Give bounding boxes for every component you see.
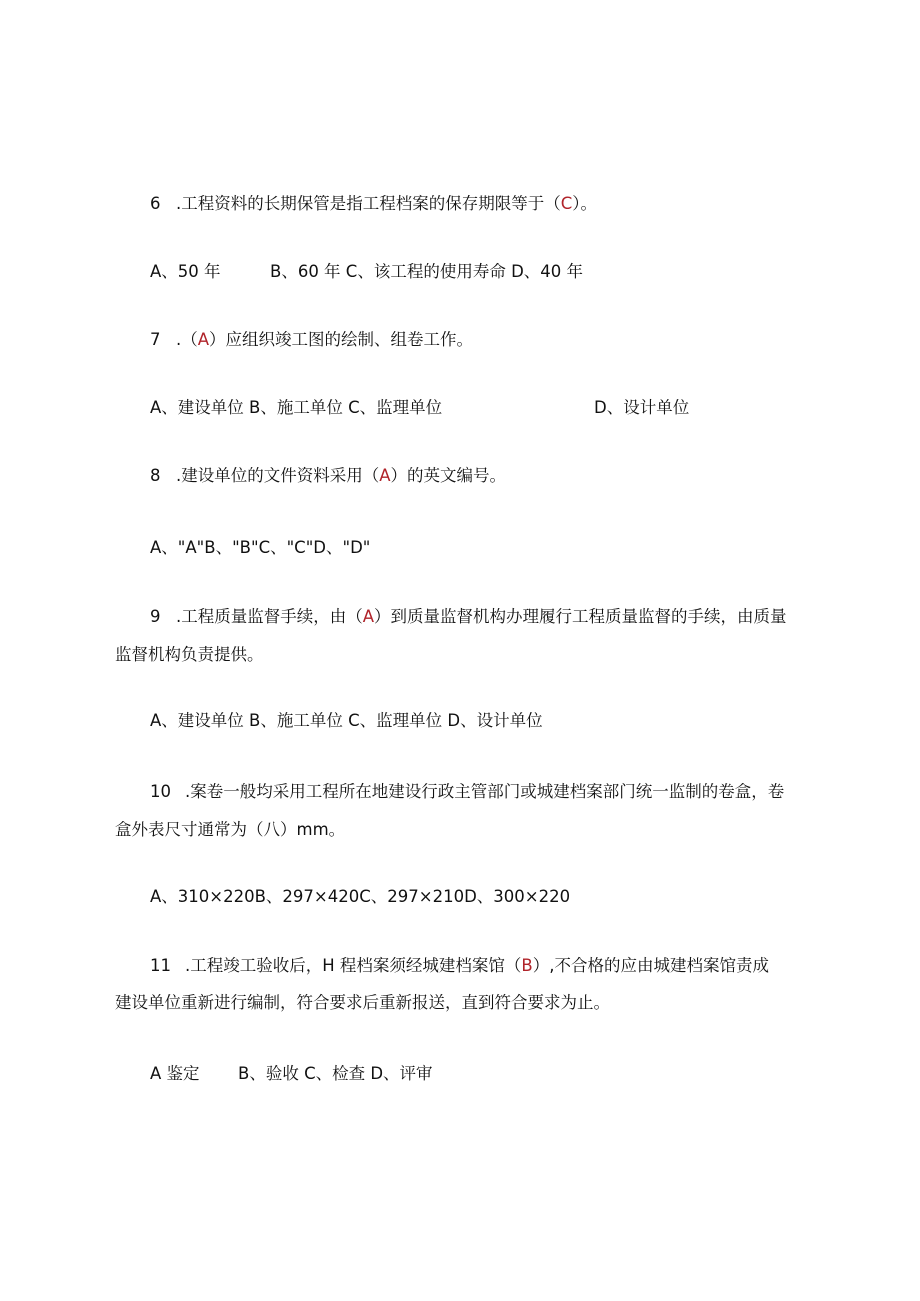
question-text: .建设单位的文件资料采用（ [176, 466, 380, 485]
question-text: .（ [176, 330, 198, 349]
question-text: ）的英文编号。 [390, 466, 507, 485]
question-text: ）到质量监督机构办理履行工程质量监督的手续，由质量 [374, 607, 787, 626]
answer-mark: C [560, 194, 573, 213]
answer-mark: A [379, 466, 391, 485]
question-text: .工程竣工验收后，H 程档案须经城建档案馆（ [185, 956, 522, 975]
question-text: ）,不合格的应由城建档案馆责成 [532, 956, 769, 975]
question-11-options-rest: B、验收 C、检查 D、评审 [238, 1064, 433, 1083]
question-7-options: A、建设单位 B、施工单位 C、监理单位 [150, 398, 443, 417]
question-11-option-a: A 鉴定 [150, 1064, 200, 1083]
question-text: .工程资料的长期保管是指工程档案的保存期限等于（ [176, 194, 561, 213]
question-number: 8 [150, 466, 161, 485]
question-10-options: A、310×220B、297×420C、297×210D、300×220 [150, 887, 571, 906]
question-number: 7 [150, 330, 161, 349]
question-6-options-rest: B、60 年 C、该工程的使用寿命 D、40 年 [270, 262, 584, 281]
question-6-option-a: A、50 年 [150, 262, 221, 281]
answer-mark: 八 [263, 820, 280, 839]
question-text: .工程质量监督手续，由（ [176, 607, 363, 626]
question-text: ）应组织竣工图的绘制、组卷工作。 [209, 330, 474, 349]
question-10-stem [150, 781, 784, 803]
question-7-stem [150, 329, 473, 351]
question-text: ）。 [572, 194, 598, 213]
question-11-stem [150, 955, 769, 977]
question-6-stem [150, 193, 597, 215]
question-11-stem-line2: 建设单位重新进行编制，符合要求后重新报送，直到符合要求为止。 [115, 993, 610, 1012]
question-9-stem [150, 606, 787, 628]
question-9-options: A、建设单位 B、施工单位 C、监理单位 D、设计单位 [150, 711, 543, 730]
question-number: 10 [150, 782, 171, 801]
answer-mark: A [197, 330, 210, 349]
answer-mark: A [362, 607, 375, 626]
question-8-stem [150, 465, 506, 487]
question-number: 9 [150, 607, 161, 626]
question-8-options: A、"A"B、"B"C、"C"D、"D" [150, 538, 371, 557]
question-text: .案卷一般均采用工程所在地建设行政主管部门或城建档案部门统一监制的卷盒，卷 [185, 782, 785, 801]
question-number: 11 [150, 956, 171, 975]
answer-mark: B [521, 956, 533, 975]
question-10-stem-line2: 盒外表尺寸通常为（八）mm。 [115, 820, 346, 839]
question-number: 6 [150, 194, 161, 213]
question-7-option-d: D、设计单位 [594, 398, 690, 417]
question-9-stem-line2: 监督机构负责提供。 [115, 645, 264, 664]
